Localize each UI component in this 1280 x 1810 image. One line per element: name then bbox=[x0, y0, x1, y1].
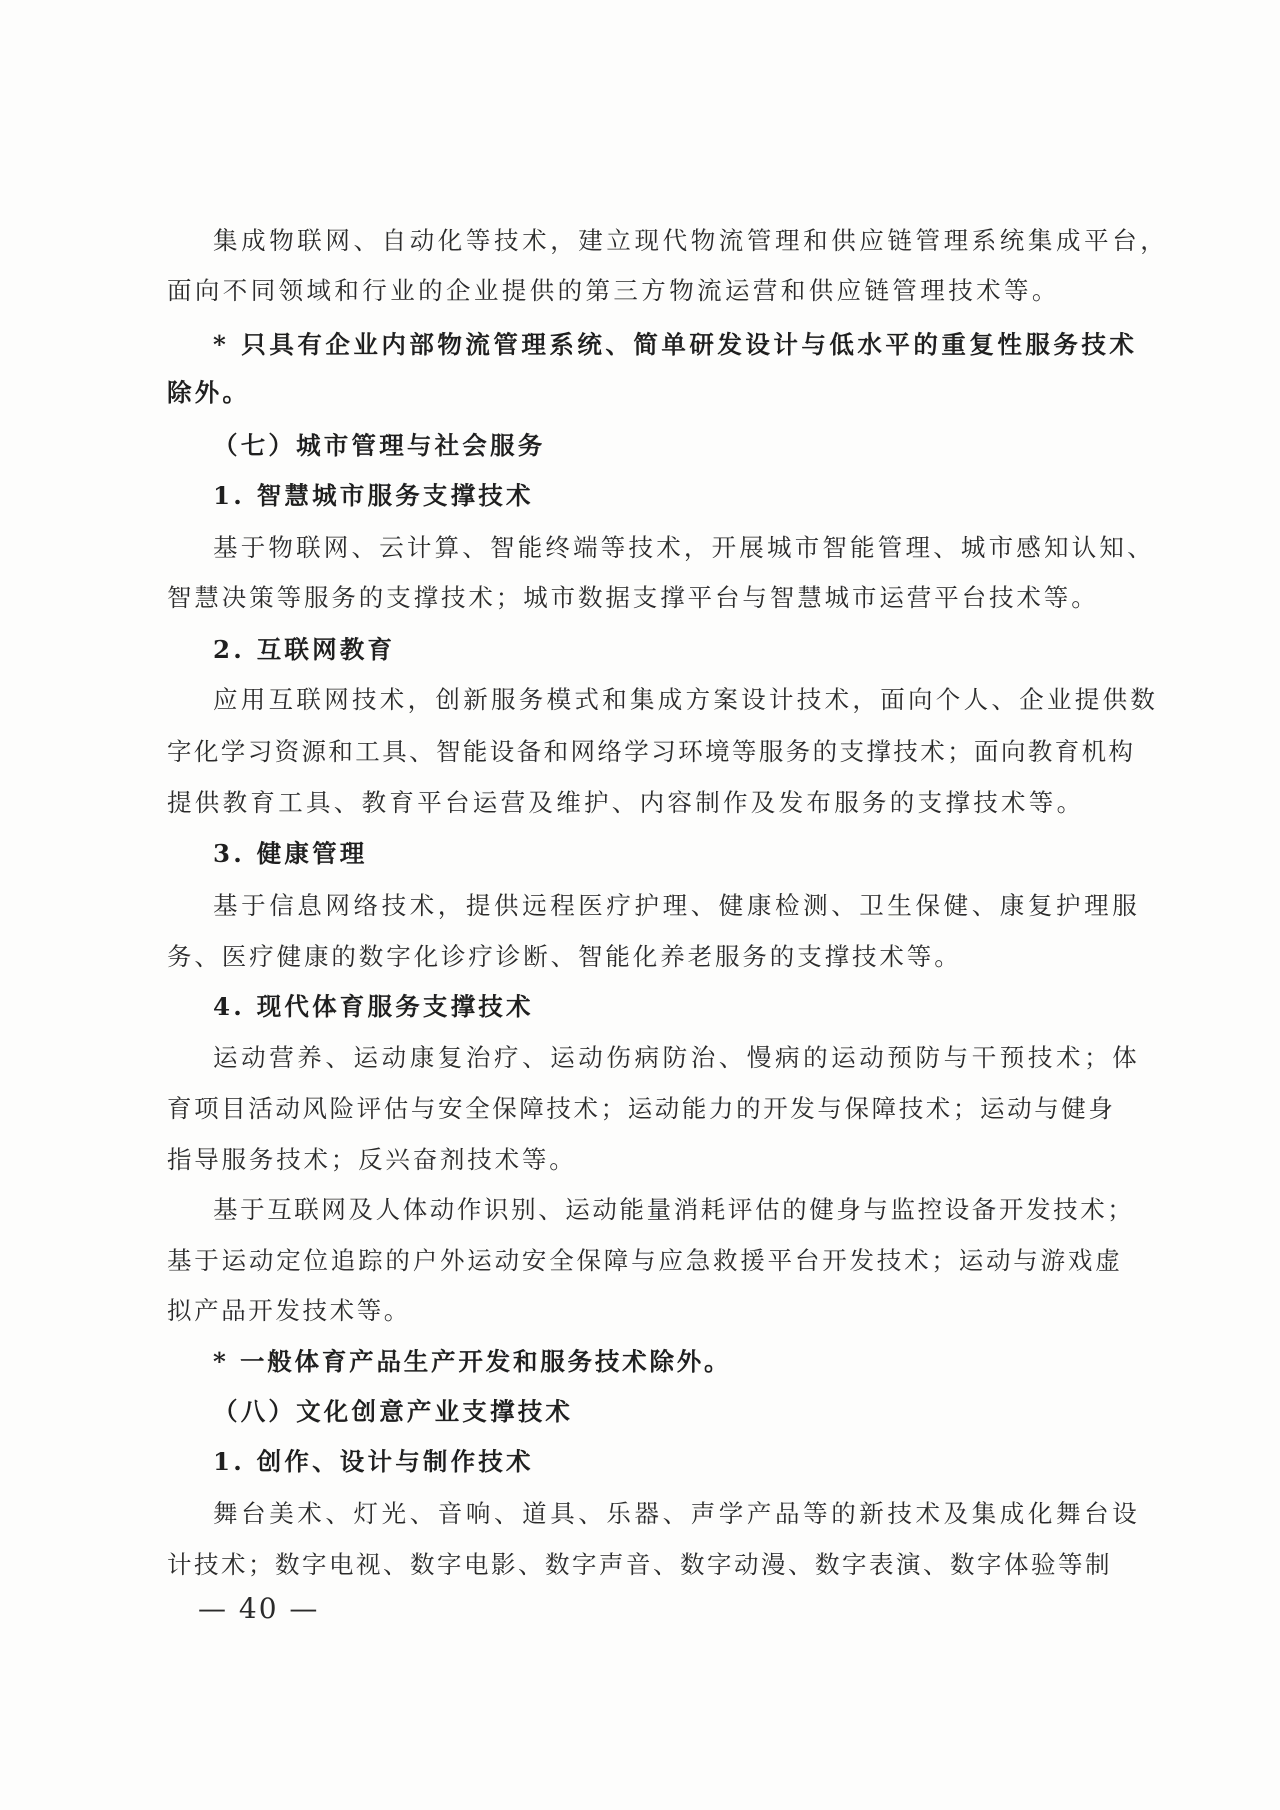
body-line: 舞台美术、灯光、音响、道具、乐器、声学产品等的新技术及集成化舞台设 bbox=[213, 1499, 1141, 1528]
body-line: 育项目活动风险评估与安全保障技术；运动能力的开发与保障技术；运动与健身 bbox=[167, 1094, 1116, 1123]
body-line: 基于物联网、云计算、智能终端等技术，开展城市智能管理、城市感知认知、 bbox=[213, 533, 1155, 562]
body-line: 集成物联网、自动化等技术，建立现代物流管理和供应链管理系统集成平台， bbox=[213, 226, 1169, 255]
subsection-heading: 3. 健康管理 bbox=[213, 839, 368, 868]
subsection-heading: 1. 创作、设计与制作技术 bbox=[213, 1447, 534, 1476]
subsection-heading: 4. 现代体育服务支撑技术 bbox=[213, 992, 534, 1021]
body-line: 应用互联网技术，创新服务模式和集成方案设计技术，面向个人、企业提供数 bbox=[213, 685, 1159, 714]
body-line: 提供教育工具、教育平台运营及维护、内容制作及发布服务的支撑技术等。 bbox=[167, 788, 1085, 817]
body-line: 智慧决策等服务的支撑技术；城市数据支撑平台与智慧城市运营平台技术等。 bbox=[167, 583, 1099, 612]
section-heading: （七）城市管理与社会服务 bbox=[213, 431, 546, 460]
body-line: 基于互联网及人体动作识别、运动能量消耗评估的健身与监控设备开发技术； bbox=[213, 1195, 1135, 1224]
body-line: 拟产品开发技术等。 bbox=[167, 1296, 411, 1325]
section-heading: （八）文化创意产业支撑技术 bbox=[213, 1397, 574, 1426]
body-line: 运动营养、运动康复治疗、运动伤病防治、慢病的运动预防与干预技术；体 bbox=[213, 1043, 1141, 1072]
body-line: 计技术；数字电视、数字电影、数字声音、数字动漫、数字表演、数字体验等制 bbox=[167, 1550, 1112, 1579]
note-line: * 一般体育产品生产开发和服务技术除外。 bbox=[213, 1347, 732, 1376]
body-line: 基于运动定位追踪的户外运动安全保障与应急救援平台开发技术；运动与游戏虚 bbox=[167, 1246, 1123, 1275]
body-line: 指导服务技术；反兴奋剂技术等。 bbox=[167, 1145, 577, 1174]
body-line: 基于信息网络技术，提供远程医疗护理、健康检测、卫生保健、康复护理服 bbox=[213, 891, 1141, 920]
page-number: — 40 — bbox=[198, 1592, 320, 1625]
body-line: 务、医疗健康的数字化诊疗诊断、智能化养老服务的支撑技术等。 bbox=[167, 942, 962, 971]
note-line: 除外。 bbox=[167, 378, 251, 407]
subsection-heading: 1. 智慧城市服务支撑技术 bbox=[213, 481, 534, 510]
note-line: * 只具有企业内部物流管理系统、简单研发设计与低水平的重复性服务技术 bbox=[213, 330, 1138, 359]
body-line: 字化学习资源和工具、智能设备和网络学习环境等服务的支撑技术；面向教育机构 bbox=[167, 737, 1136, 766]
body-line: 面向不同领域和行业的企业提供的第三方物流运营和供应链管理技术等。 bbox=[167, 276, 1060, 305]
subsection-heading: 2. 互联网教育 bbox=[213, 635, 396, 664]
